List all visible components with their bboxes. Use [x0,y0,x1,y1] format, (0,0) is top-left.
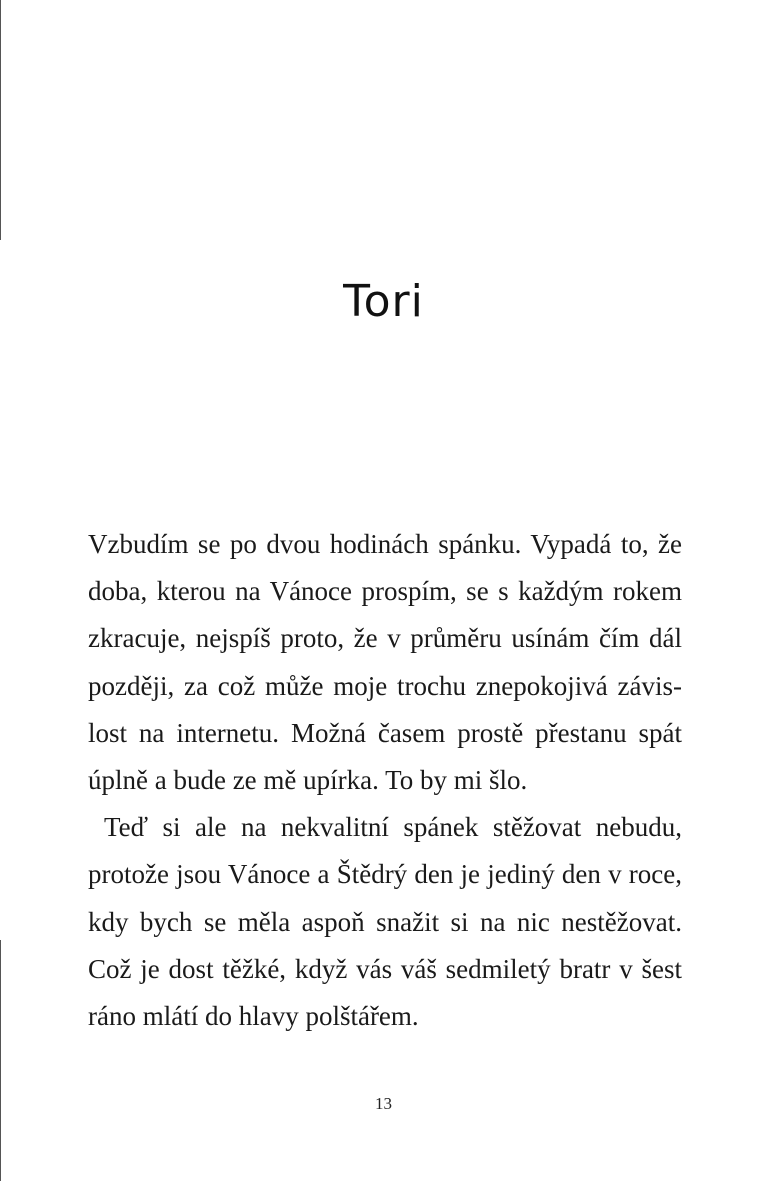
page-edge-line-bottom [0,940,1,1181]
text-line: doba, kterou na Vánoce prospím, se s každým rokem [88,576,682,607]
text-line: ráno mlátí do hlavy polštářem. [88,1000,419,1031]
text-line: lost na internetu. Možná časem prostě přestanu spát [88,717,682,748]
text-line: úplně a bude ze mě upírka. To by mi šlo. [88,764,528,795]
text-line: protože jsou Vánoce a Štědrý den je jediný den v roce, [88,859,682,890]
text-line: Teď si ale na nekvalitní spánek stěžovat nebudu, [104,812,682,843]
text-line: Vzbudím se po dvou hodinách spánku. Vypadá to, že [88,529,682,559]
chapter-body [88,521,682,1040]
page-edge-line-top [0,0,1,240]
page-number: 13 [375,1094,392,1113]
chapter-title: Tori [343,276,424,327]
text-line: zkracuje, nejspíš proto, že v průměru usínám čím dál [88,623,682,654]
text-line: Což je dost těžké, když vás váš sedmiletý bratr v šest [88,953,682,984]
text-line: později, za což může moje trochu znepokojivá závis- [88,670,682,701]
text-line: kdy bych se měla aspoň snažit si na nic nestěžovat. [88,906,682,937]
